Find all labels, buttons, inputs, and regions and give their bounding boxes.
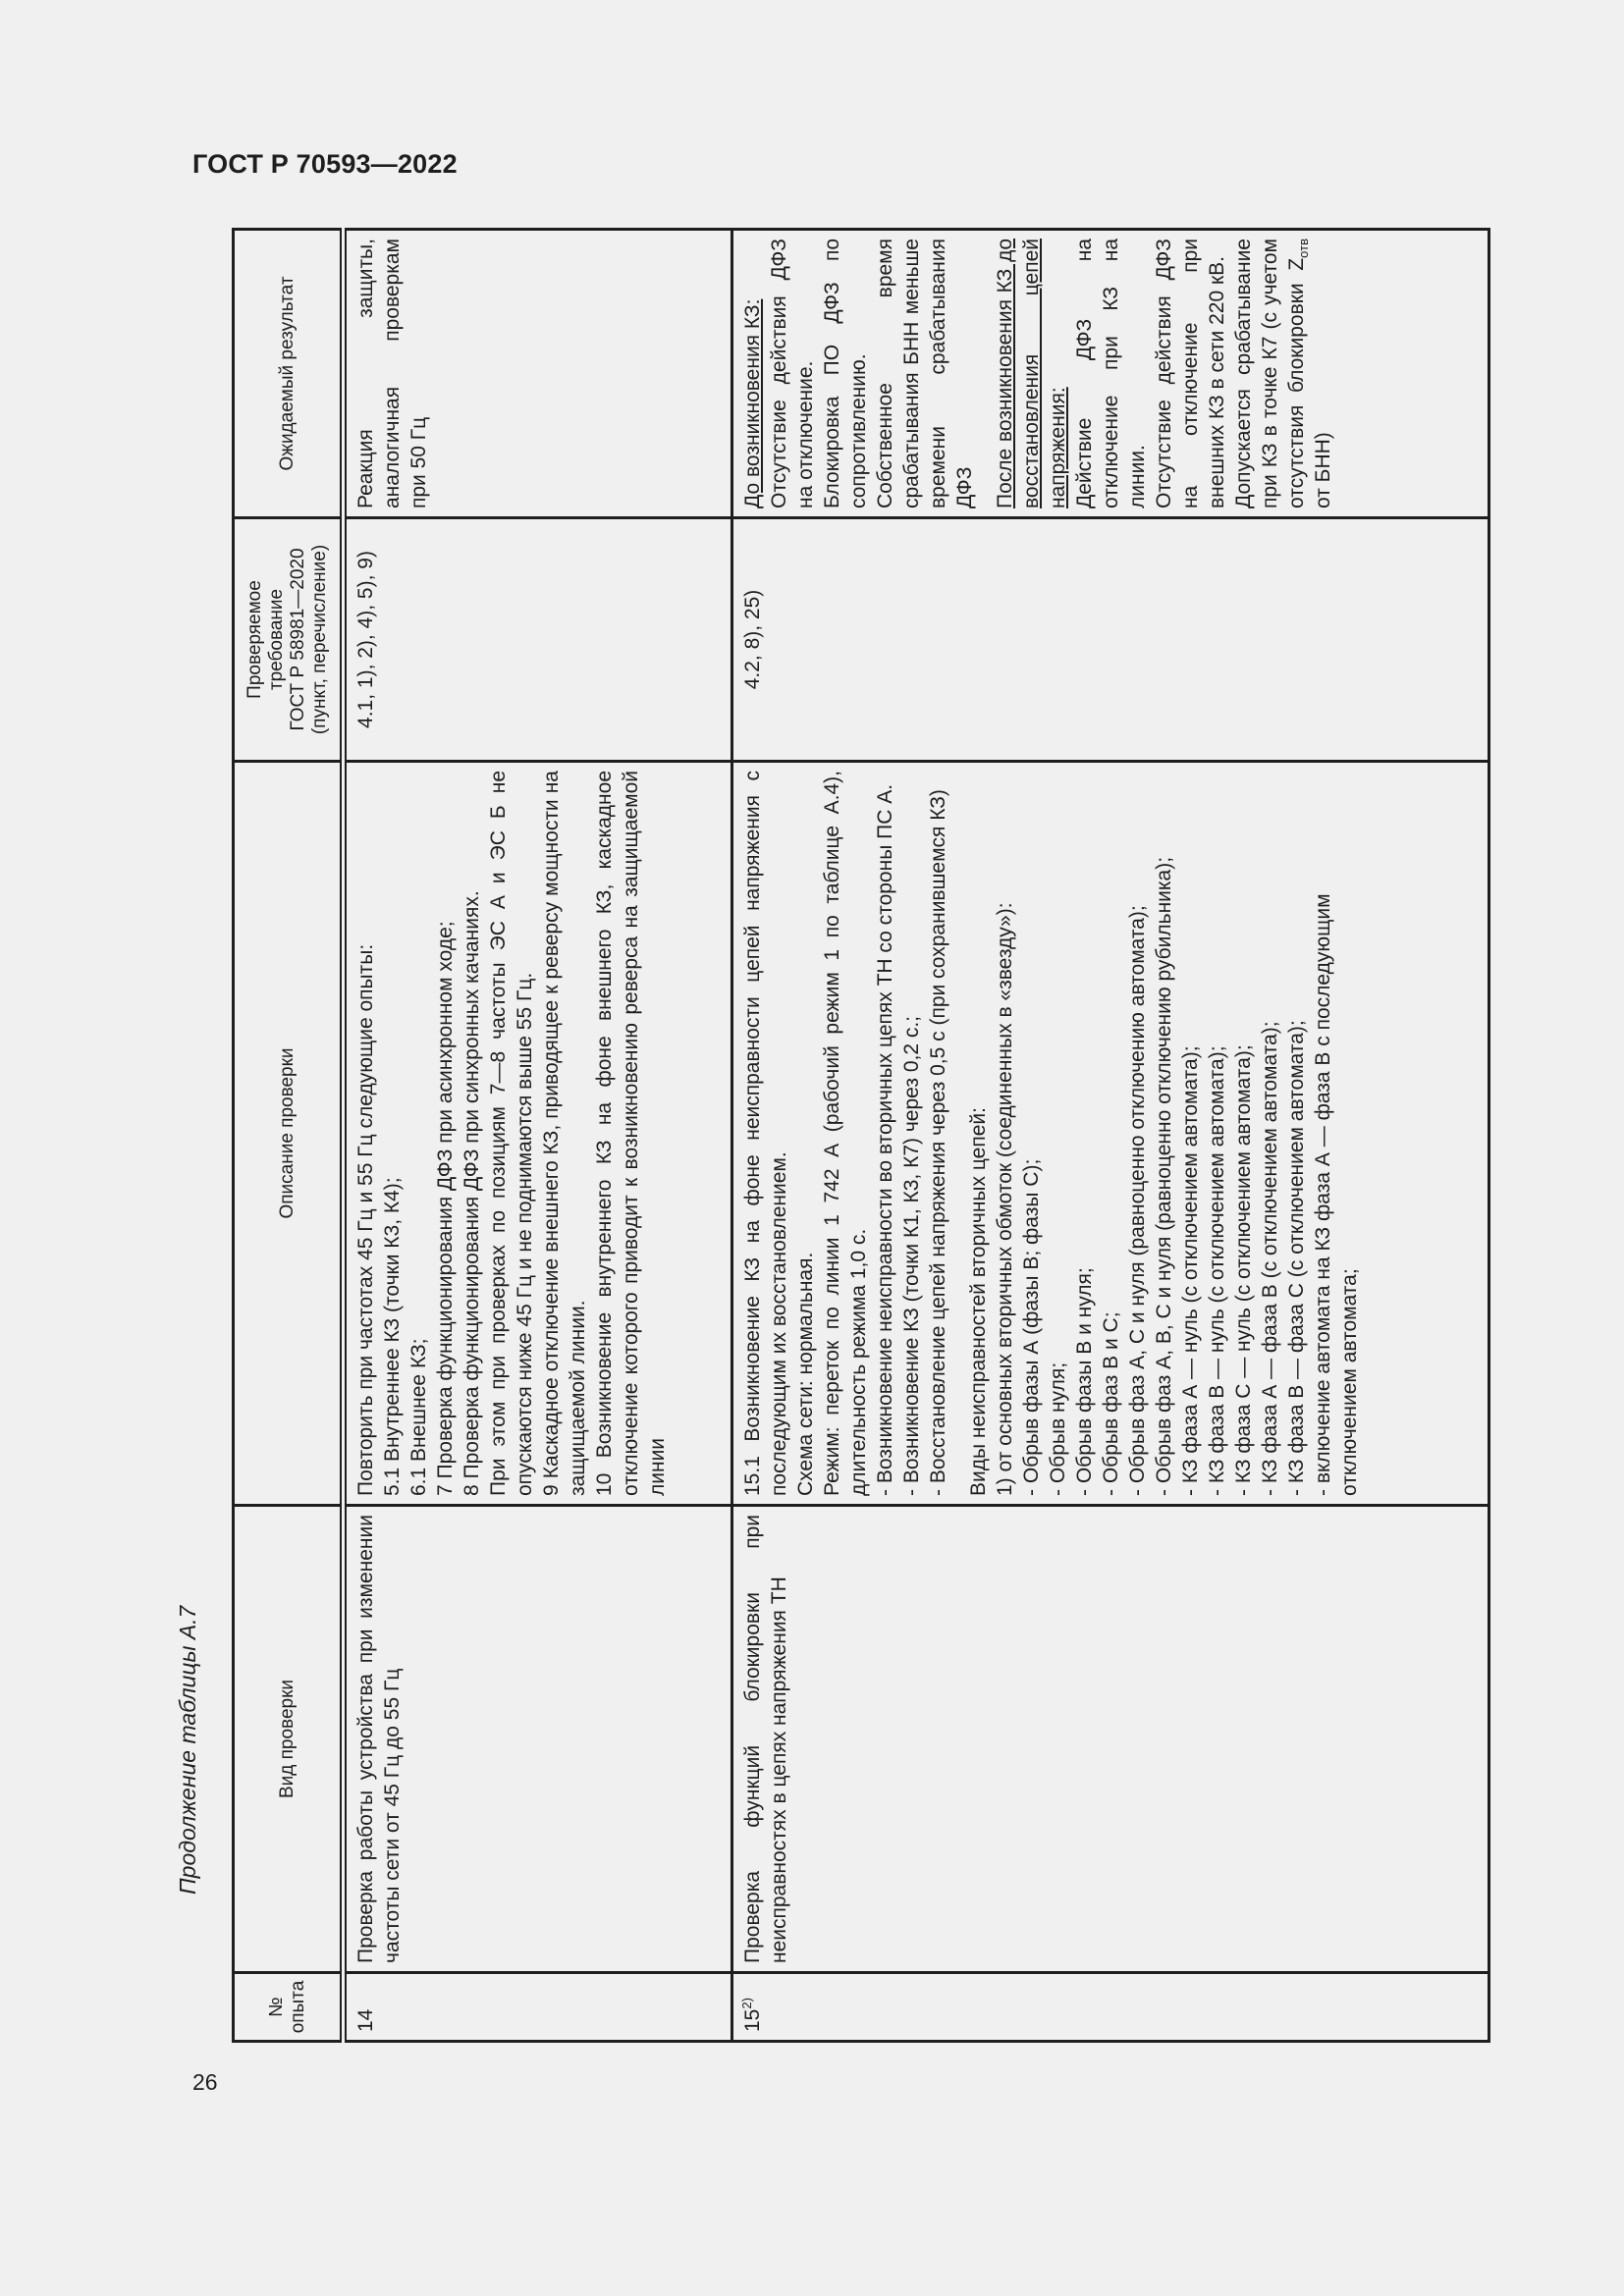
result-item: Действие ДФЗ на отключение при КЗ на линии. bbox=[1072, 239, 1149, 508]
header-requirement-line: ГОСТ Р 58981—2020 bbox=[287, 548, 308, 731]
result-item: Отсутствие действия ДФЗ на отключение при внешних КЗ в сети 220 кВ. bbox=[1152, 239, 1228, 508]
cell-expected-result bbox=[731, 230, 1489, 518]
cell-check-type: Проверка функций блокировки при неисправностях в цепях напряжения ТН bbox=[731, 1506, 1489, 1973]
description-line: Виды неисправностей вторичных цепей: bbox=[966, 1107, 990, 1496]
table-row bbox=[344, 230, 732, 2042]
result-allowed bbox=[1230, 239, 1336, 508]
header-check-type: Вид проверки bbox=[234, 1506, 344, 1973]
header-number-line: опыта bbox=[287, 1980, 308, 2034]
result-allowed-subscript: отв bbox=[1295, 239, 1311, 258]
description-line: - Обрыв фаз В и С; bbox=[1099, 1311, 1122, 1496]
description-line: - Обрыв фазы А (фазы В; фазы С); bbox=[1019, 1158, 1043, 1496]
page-number: 26 bbox=[192, 2069, 218, 2095]
header-number-line: № bbox=[265, 1997, 287, 2017]
description-line: 8 Проверка функционирования ДФЗ при синхронных качаниях. bbox=[460, 890, 483, 1496]
spacer bbox=[951, 771, 965, 1496]
description-line: - КЗ фаза В — нуль (с отключением автомата); bbox=[1205, 1045, 1228, 1496]
cell-expected-result: Реакция защиты, аналогичная проверкам при 50 Гц bbox=[344, 230, 732, 518]
description-line: Повторить при частотах 45 Гц и 55 Гц следующие опыты: bbox=[354, 943, 377, 1496]
description-line: - Обрыв фазы В и нуля; bbox=[1072, 1267, 1096, 1496]
cell-number bbox=[731, 1973, 1489, 2042]
description-line: - КЗ фаза А — фаза В (с отключением автомата); bbox=[1258, 1021, 1281, 1496]
description-line: - КЗ фаза В — фаза С (с отключением автомата); bbox=[1284, 1020, 1308, 1496]
description-line: - Возникновение КЗ (точки К1, К3, К7) через 0,2 с.; bbox=[899, 1015, 923, 1496]
table-row bbox=[731, 230, 1489, 2042]
description-line: 9 Каскадное отключение внешнего КЗ, приводящее к реверсу мощности на защищаемой линии. bbox=[540, 771, 589, 1496]
cell-check-type: Проверка работы устройства при изменении частоты сети от 45 Гц до 55 Гц bbox=[344, 1506, 732, 1973]
result-allowed-tail: от БНН) bbox=[1311, 432, 1334, 508]
header-description: Описание проверки bbox=[234, 762, 344, 1506]
description-line: 15.1 Возникновение КЗ на фоне неисправности цепей напряжения с последующим их восстановлением. bbox=[740, 771, 790, 1496]
description-line: - Обрыв нуля; bbox=[1046, 1362, 1069, 1496]
description-line: 7 Проверка функционирования ДФЗ при асинхронном ходе; bbox=[434, 921, 457, 1496]
result-item: Собственное время срабатывания БНН меньше времени срабатывания ДФЗ bbox=[873, 239, 976, 508]
description-line: - Возникновение неисправности во вторичных цепях ТН со стороны ПС А. bbox=[873, 783, 896, 1496]
description-line: - Обрыв фаз А, В, С и нуля (равноценно отключению рубильника); bbox=[1152, 856, 1175, 1496]
row-number: 14 bbox=[354, 2008, 377, 2032]
cell-number bbox=[344, 1973, 732, 2042]
header-requirement-line: требование bbox=[265, 588, 287, 691]
footnote-ref: 2) bbox=[738, 1998, 754, 2009]
cell-requirement: 4.2, 8), 25) bbox=[731, 518, 1489, 762]
table-header-row bbox=[234, 230, 344, 2042]
description-line: Схема сети: нормальная. bbox=[793, 1252, 817, 1496]
header-requirement-line: Проверяемое bbox=[244, 580, 265, 699]
description-line: - включение автомата на КЗ фаза А — фаза В с последующим отключением автомата; bbox=[1311, 893, 1361, 1496]
description-line: Режим: переток по линии 1 742 А (рабочий режим 1 по таблице А.4), длительность режима 1,0 с. bbox=[820, 771, 870, 1496]
description-line: - Восстановление цепей напряжения через 0,5 с (при сохранившемся КЗ) bbox=[926, 789, 949, 1496]
description-line: - Обрыв фаз А, С и нуля (равноценно отключению автомата); bbox=[1125, 905, 1149, 1496]
spacer bbox=[978, 239, 992, 508]
description-line: - КЗ фаза А — нуль (с отключением автомата); bbox=[1178, 1045, 1202, 1496]
result-item: Блокировка ПО ДФЗ по сопротивлению. bbox=[820, 239, 870, 508]
cell-description bbox=[344, 762, 732, 1506]
description-line: 10 Возникновение внутреннего КЗ на фоне внешнего КЗ, каскадное отключение которого приводит к возникновению реверса на защищаемой линии bbox=[593, 771, 669, 1496]
result-heading-after: После возникновения КЗ до восстановления цепей напряжения: bbox=[993, 239, 1069, 508]
header-requirement bbox=[234, 518, 344, 762]
description-line: 6.1 Внешнее КЗ; bbox=[407, 1338, 430, 1496]
description-line: 5.1 Внутреннее КЗ (точки К3, К4); bbox=[381, 1177, 404, 1496]
description-line: При этом при проверках по позициям 7—8 частоты ЭС А и ЭС Б не опускаются ниже 45 Гц и не поднимаются выше 55 Гц. bbox=[487, 771, 536, 1496]
description-line: 1) от основных вторичных обмоток (соединенных в «звезду»): bbox=[993, 902, 1016, 1496]
cell-description bbox=[731, 762, 1489, 1506]
table-continuation-caption: Продолжение таблицы А.7 bbox=[175, 1605, 200, 1895]
result-allowed-text: Допускается срабатывание при КЗ в точке К7 (с учетом отсутствия блокировки Z bbox=[1231, 239, 1308, 508]
header-number bbox=[234, 1973, 344, 2042]
cell-requirement: 4.1, 1), 2), 4), 5), 9) bbox=[344, 518, 732, 762]
document-code: ГОСТ Р 70593—2022 bbox=[192, 149, 458, 179]
description-line: - КЗ фаза С — нуль (с отключением автомата); bbox=[1231, 1044, 1255, 1496]
result-heading-before: До возникновения КЗ: bbox=[740, 298, 764, 508]
test-table bbox=[232, 231, 1490, 2043]
header-expected-result: Ожидаемый результат bbox=[234, 230, 344, 518]
row-number: 15 bbox=[740, 2008, 764, 2032]
result-item: Отсутствие действия ДФЗ на отключение. bbox=[767, 239, 817, 508]
header-requirement-line: (пункт, перечисление) bbox=[308, 544, 330, 735]
